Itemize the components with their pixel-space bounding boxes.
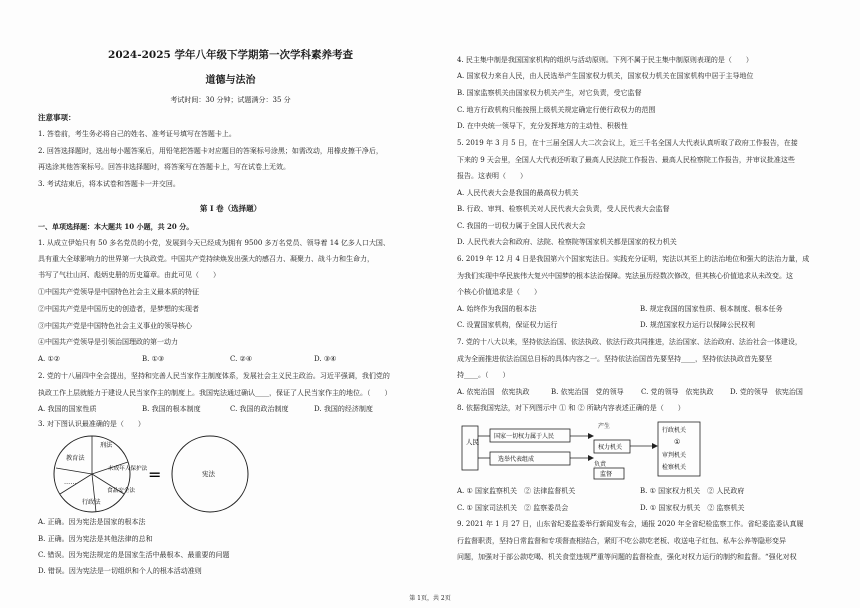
notice-item: 再选涂其他答案标号。回答非选择题时，将答案写在答题卡上，写在试卷上无效。: [38, 163, 290, 171]
q1-statement: ②中国共产党是中国历史的创造者，是梦想的实现者: [38, 305, 199, 313]
pie-label-criminal: 刑法: [100, 442, 113, 449]
q2-option-c[interactable]: C. 我国的政治制度: [230, 405, 289, 413]
q1-stem-line: 具有重大全球影响力的世界第一大执政党。中国共产党持续焕发出强大的感召力、凝聚力、战斗力和生命力，: [38, 255, 374, 263]
responsible-label: 负责: [594, 461, 607, 468]
pie-label-admin: 行政法: [82, 499, 101, 506]
q1-option-a[interactable]: A. ①②: [38, 355, 61, 363]
q1-option-c[interactable]: C. ②④: [230, 355, 253, 363]
q2-stem-line: 2. 党的十八届四中全会提出，坚持和完善人民当家作主制度体系，发展社会主义民主政治。习近平强调，我们党的: [38, 372, 390, 380]
q7-stem-line: 7. 党的十八大以来，坚持依法治国、依法执政、依法行政共同推进，法治国家、法治政府、法治社会一体建设，: [457, 338, 802, 346]
q6-stem-line: 6. 2019 年 12 月 4 日是我国第六个国家宪法日。实践充分证明，宪法以其至上的法治地位和强大的法治力量，成: [457, 255, 810, 263]
q8-diagram: [460, 418, 730, 480]
people-box: [462, 426, 478, 470]
q8-stem: 8. 依据我国宪法，对下列图示中 ① 和 ② 所缺内容表述正确的是（ ）: [457, 404, 685, 412]
q8-option-a[interactable]: A. ① 国家监察机关 ② 法律监督机关: [457, 487, 576, 495]
q4-stem: 4. 民主集中制是我国国家机构的组织与活动原则。下列不属于民主集中制原则表现的是（ ）: [457, 56, 753, 64]
q8-option-c[interactable]: C. ① 国家司法机关 ② 监察委员会: [457, 504, 569, 512]
center-box-label: 权力机关: [598, 444, 623, 451]
pie-label-minor: 未成年人保护法: [108, 466, 148, 472]
q3-option-a[interactable]: A. 正确。因为宪法是国家的根本法: [38, 518, 146, 526]
q7-stem-line: 成为全面推进依法治国总目标的具体内容之一。坚持依法治国首先要坚持____，坚持依法执政首先要坚: [457, 355, 772, 363]
q6-stem-line: 个核心价值追求是（ ）: [457, 288, 541, 296]
court-organ-label: 审判机关: [662, 452, 687, 459]
q3-stem: 3. 对下图认识最准确的是（ ）: [38, 420, 145, 428]
notice-item: 3. 考试结束后，将本试卷和答题卡一并交回。: [38, 180, 180, 188]
q3-option-c[interactable]: C. 错误。因为宪法规定的是国家生活中最根本、最重要的问题: [38, 551, 230, 559]
exam-meta: 考试时间：30 分钟；试题满分：35 分: [170, 96, 291, 104]
q9-stem-line: 行监督职责，坚持日常监督和专项督查相结合，紧盯不吃公款吃老板、收送电子红包、私车公养等隐形变异: [457, 537, 786, 545]
q4-option-c[interactable]: C. 地方行政机构只能按照上级机关规定确定行使行政权力的范围: [457, 106, 656, 114]
q8-option-d[interactable]: D. ① 国家权力机关 ② 监察机关: [640, 504, 745, 512]
subject-title: 道德与法治: [205, 75, 256, 86]
q2-option-b[interactable]: B. 我国的根本制度: [142, 405, 201, 413]
q1-option-b[interactable]: B. ①③: [142, 355, 165, 363]
q3-diagram: [52, 432, 252, 516]
q1-stem-line: 书写了气壮山河、彪炳史册的历史篇章。由此可见（ ）: [38, 271, 220, 279]
blank-1-label: ①: [674, 438, 681, 446]
q5-option-c[interactable]: C. 我国的一切权力属于全国人民代表大会: [457, 222, 586, 230]
produce-label: 产生: [598, 423, 611, 430]
q6-option-c[interactable]: C. 设置国家机构，保证权力运行: [457, 321, 558, 329]
middle-box-label: 选举代表组成: [498, 456, 535, 463]
q2-option-a[interactable]: A. 我国的国家性质: [38, 405, 97, 413]
equals-sign: =: [148, 465, 162, 484]
constitution-label: 宪法: [202, 470, 215, 478]
top-box-label: 国家一切权力属于人民: [494, 433, 555, 440]
q5-stem-line: 下来的 9 天会里，全国人大代表还听取了最高人民法院工作报告、最高人民检察院工作报告，并审议批准这些: [457, 156, 795, 164]
q4-option-b[interactable]: B. 国家监察机关由国家权力机关产生，对它负责，受它监督: [457, 89, 642, 97]
people-label: 人民: [466, 438, 479, 446]
q4-option-a[interactable]: A. 国家权力来自人民，由人民选举产生国家权力机关，国家权力机关在国家机构中居于主导地位: [457, 72, 754, 80]
q3-option-d[interactable]: D. 错误。因为宪法是一切组织和个人的根本活动准则: [38, 567, 202, 575]
notice-item: 1. 答卷前，考生务必将自己的姓名、准考证号填写在答题卡上。: [38, 130, 236, 138]
q3-option-b[interactable]: B. 正确。因为宪法是其他法律的总和: [38, 535, 153, 543]
q1-statement: ③中国共产党是中国特色社会主义事业的领导核心: [38, 322, 192, 330]
admin-organ-label: 行政机关: [662, 427, 687, 434]
q6-option-b[interactable]: B. 规定我国的国家性质、根本制度、根本任务: [640, 305, 783, 313]
pie-label-food: 食品安全法: [107, 488, 135, 494]
notice-item: 2. 回答选择题时，选出每小题答案后，用铅笔把答题卡对应题目的答案标号涂黑；如需改动，用橡皮擦干净后，: [38, 147, 383, 155]
q5-option-b[interactable]: B. 行政、审判、检察机关对人民代表大会负责，受人民代表大会监督: [457, 205, 670, 213]
exam-title: 2024-2025 学年八年级下学期第一次学科素养考查: [108, 49, 353, 61]
q7-option-c[interactable]: C. 党的领导 依宪执政: [641, 388, 714, 396]
q1-statement: ①中国共产党领导是中国特色社会主义最本质的特征: [38, 288, 199, 296]
q5-stem-line: 5. 2019 年 3 月 5 日，在十三届全国人大二次会议上，近三千名全国人大代表认真听取了政府工作报告，在接: [457, 139, 798, 147]
q7-option-a[interactable]: A. 依宪治国 依宪执政: [457, 388, 530, 396]
pie-label-etc: ……: [64, 479, 77, 486]
q1-stem-line: 1. 从成立伊始只有 50 多名党员的小党，发展到今天已经成为拥有 9500 多万名党员、领导着 14 亿多人口大国、: [38, 239, 390, 247]
q6-option-d[interactable]: D. 规范国家权力运行以保障公民权利: [640, 321, 755, 329]
pie-label-edu: 教育法: [66, 455, 85, 462]
supervise-label: 监督: [600, 471, 613, 478]
q7-option-d[interactable]: D. 党的领导 依宪治国: [730, 388, 803, 396]
procuratorate-label: 检察机关: [662, 464, 687, 471]
section-instruction: 一、单项选择题：本大题共 10 小题，共 20 分。: [38, 222, 194, 231]
q6-stem-line: 为我们实现中华民族伟大复兴中国梦的根本法治保障。宪法虽历经数次修改，但其核心价值追求从未改变。这: [457, 272, 793, 280]
q4-option-d[interactable]: D. 在中央统一领导下，充分发挥地方的主动性、积极性: [457, 122, 628, 130]
notice-heading: 注意事项：: [38, 113, 76, 122]
q6-option-a[interactable]: A. 始终作为我国的根本法: [457, 305, 537, 313]
q5-option-a[interactable]: A. 人民代表大会是我国的最高权力机关: [457, 189, 579, 197]
q8-option-b[interactable]: B. ① 国家权力机关 ② 人民政府: [640, 487, 745, 495]
q9-stem-line: 问题，加强对于部公款吃喝、机关食堂违规严重等问题的监督检查，强化对权力运行的制约和监督。“强化对权: [457, 553, 797, 561]
q2-stem-line: 执政工作上层就能力于建设人民当家作主的制度上。我国宪法通过确认____，保证了人民当家作主的地位。（ ）: [38, 389, 392, 397]
q1-option-d[interactable]: D. ③④: [314, 355, 337, 363]
q7-stem-line: 持____。（ ）: [457, 371, 510, 379]
q5-stem-line: 报告。这表明（ ）: [457, 172, 527, 180]
q5-option-d[interactable]: D. 人民代表大会和政府、法院、检察院等国家机关都是国家的权力机关: [457, 238, 677, 246]
q1-statement: ④中国共产党领导是引领治国理政的第一动力: [38, 338, 178, 346]
page-footer: 第 1页，共 2页: [409, 595, 451, 602]
q7-option-b[interactable]: B. 依宪治国 党的领导: [551, 388, 624, 396]
q2-option-d[interactable]: D. 我国的经济制度: [314, 405, 373, 413]
q9-stem-line: 9. 2021 年 1 月 27 日，山东省纪委监委举行新闻发布会，通报 2020 年全省纪检监察工作。省纪委监委认真履: [457, 520, 804, 528]
section-title: 第 I 卷（选择题）: [199, 204, 262, 213]
